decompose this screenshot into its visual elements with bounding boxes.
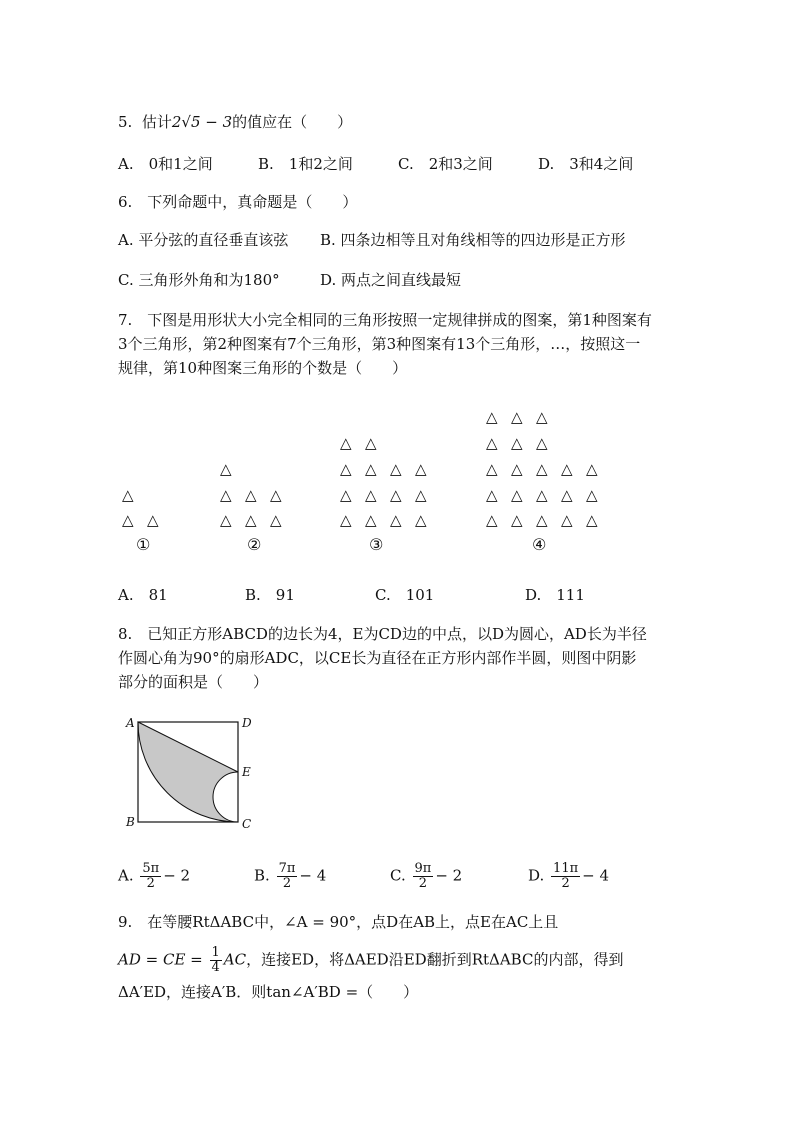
q6-option-a: A. 平分弦的直径垂直该弦: [118, 231, 289, 249]
triangle-icon: △: [147, 511, 159, 529]
triangle-icon: △: [511, 434, 523, 452]
triangle-icon: △: [270, 511, 282, 529]
triangle-icon: △: [220, 511, 232, 529]
triangle-icon: △: [511, 486, 523, 504]
q5-option-b: B. 1和2之间: [258, 155, 353, 173]
q5-option-c: C. 2和3之间: [398, 155, 493, 173]
triangle-icon: △: [340, 434, 352, 452]
triangle-icon: △: [511, 460, 523, 478]
q6-option-d: D. 两点之间直线最短: [320, 271, 462, 289]
triangle-icon: △: [511, 511, 523, 529]
triangle-icon: △: [415, 486, 427, 504]
triangle-icon: △: [511, 408, 523, 426]
q7-option-c: C. 101: [375, 586, 435, 604]
triangle-icon: △: [415, 511, 427, 529]
triangle-icon: △: [270, 486, 282, 504]
q8-option-b: B. $\frac{7\pi}{2}$ − 4: [254, 861, 327, 891]
triangle-icon: △: [536, 511, 548, 529]
pattern-label-2: ②: [247, 535, 262, 554]
triangle-icon: △: [122, 511, 134, 529]
q9-line-3: ΔA′ED，连接A′B．则tan∠A′BD =（ ）: [118, 983, 419, 1001]
pattern-label-4: ④: [532, 535, 547, 554]
triangle-icon: △: [245, 511, 257, 529]
q8-line-2: 作圆心角为90°的扇形ADC，以CE长为直径在正方形内部作半圆，则图中阴影: [118, 649, 637, 667]
q6-option-c: C. 三角形外角和为180°: [118, 271, 280, 289]
label-d: D: [242, 716, 252, 730]
triangle-icon: △: [390, 460, 402, 478]
triangle-icon: △: [390, 511, 402, 529]
label-c: C: [242, 817, 252, 831]
triangle-icon: △: [122, 486, 134, 504]
q5-option-a: A. 0和1之间: [118, 155, 213, 173]
triangle-icon: △: [586, 460, 598, 478]
triangle-icon: △: [220, 486, 232, 504]
q7-line-2: 3个三角形，第2种图案有7个三角形，第3种图案有13个三角形，…，按照这一: [118, 335, 641, 353]
label-e: E: [242, 765, 251, 779]
triangle-icon: △: [536, 408, 548, 426]
q7-option-b: B. 91: [245, 586, 295, 604]
q6-stem: 6. 下列命题中，真命题是（ ）: [118, 193, 358, 211]
triangle-icon: △: [340, 460, 352, 478]
triangle-icon: △: [340, 486, 352, 504]
triangle-icon: △: [365, 434, 377, 452]
q8-line-1: 8. 已知正方形ABCD的边长为4，E为CD边的中点，以D为圆心，AD长为半径: [118, 625, 647, 643]
triangle-icon: △: [365, 486, 377, 504]
triangle-icon: △: [245, 486, 257, 504]
q5-stem: 5. 估计2√5 − 3的值应在（ ）: [118, 113, 353, 131]
shaded-region: [138, 722, 238, 822]
triangle-icon: △: [561, 486, 573, 504]
triangle-icon: △: [486, 434, 498, 452]
q7-line-3: 规律，第10种图案三角形的个数是（ ）: [118, 359, 408, 377]
triangle-icon: △: [390, 486, 402, 504]
triangle-icon: △: [586, 511, 598, 529]
triangle-icon: △: [486, 408, 498, 426]
triangle-icon: △: [561, 460, 573, 478]
label-b: B: [126, 815, 135, 829]
triangle-icon: △: [415, 460, 427, 478]
q9-line-1: 9. 在等腰RtΔABC中，∠A = 90°，点D在AB上，点E在AC上且: [118, 913, 559, 931]
pattern-label-1: ①: [136, 535, 151, 554]
q5-option-d: D. 3和4之间: [538, 155, 634, 173]
q8-option-a: A. $\frac{5\pi}{2}$ − 2: [118, 861, 191, 891]
triangle-icon: △: [486, 460, 498, 478]
label-a: A: [126, 716, 135, 730]
triangle-icon: △: [365, 511, 377, 529]
triangle-icon: △: [536, 460, 548, 478]
triangle-icon: △: [561, 511, 573, 529]
q8-square-figure: [118, 712, 268, 838]
q9-line-2: AD = CE = $\frac{1}{4}$ AC，连接ED，将ΔAED沿ED翻折到RtΔABC的内部，得到: [118, 945, 624, 975]
q6-option-b: B. 四条边相等且对角线相等的四边形是正方形: [320, 231, 626, 249]
triangle-icon: △: [536, 434, 548, 452]
q7-option-d: D. 111: [525, 586, 585, 604]
q8-option-d: D. $\frac{11\pi}{2}$ − 4: [528, 861, 610, 891]
q8-line-3: 部分的面积是（ ）: [118, 673, 269, 691]
triangle-icon: △: [536, 486, 548, 504]
q5-expression: 2√5 − 3: [171, 113, 233, 131]
pattern-label-3: ③: [369, 535, 384, 554]
triangle-icon: △: [340, 511, 352, 529]
q7-option-a: A. 81: [118, 586, 168, 604]
triangle-icon: △: [486, 486, 498, 504]
triangle-icon: △: [486, 511, 498, 529]
triangle-icon: △: [586, 486, 598, 504]
q8-option-c: C. $\frac{9\pi}{2}$ − 2: [390, 861, 463, 891]
triangle-icon: △: [365, 460, 377, 478]
triangle-icon: △: [220, 460, 232, 478]
q7-line-1: 7. 下图是用形状大小完全相同的三角形按照一定规律拼成的图案，第1种图案有: [118, 311, 652, 329]
